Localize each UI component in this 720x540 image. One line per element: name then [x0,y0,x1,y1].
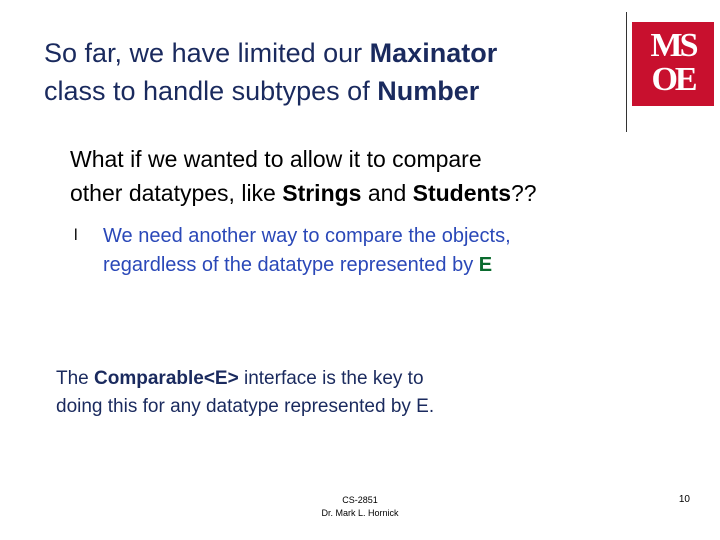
comparable-post: interface is the key to [238,368,424,389]
slide-title [44,34,604,110]
bullet-e: E [478,254,493,276]
bullet-marker: l [74,227,78,244]
page-number: 10 [678,494,690,505]
bullet-line1: We need another way to compare the objects, [103,225,511,247]
comparable-pre: The [56,368,95,389]
footer-course: CS-2851 [342,495,378,505]
bullet-line2: regardless of the datatype represented by [103,254,479,276]
msoe-logo-letters: MS OE [650,27,696,98]
title-number: Number [377,76,480,106]
question-and: and [361,180,413,206]
question-text [70,142,700,210]
question-line1: What if we wanted to allow it to compare [70,146,482,172]
title-maxinator: Maxinator [369,38,498,68]
bullet-item [74,222,694,282]
question-strings: Strings [282,180,362,206]
msoe-logo [632,22,714,106]
footer-author: Dr. Mark L. Hornick [321,508,399,518]
logo-divider [626,12,627,132]
comparable-interface: Comparable<E> [94,368,239,389]
comparable-line2: doing this for any datatype represented by E. [56,396,435,417]
bullet-text [103,222,693,280]
comparable-text [56,365,556,421]
slide-footer [300,494,420,520]
title-line1-text: So far, we have limited our [44,38,370,68]
question-students: Students [412,180,512,206]
question-end: ?? [511,180,537,206]
question-line2: other datatypes, like [70,180,283,206]
title-line2-text: class to handle subtypes of [44,76,378,106]
